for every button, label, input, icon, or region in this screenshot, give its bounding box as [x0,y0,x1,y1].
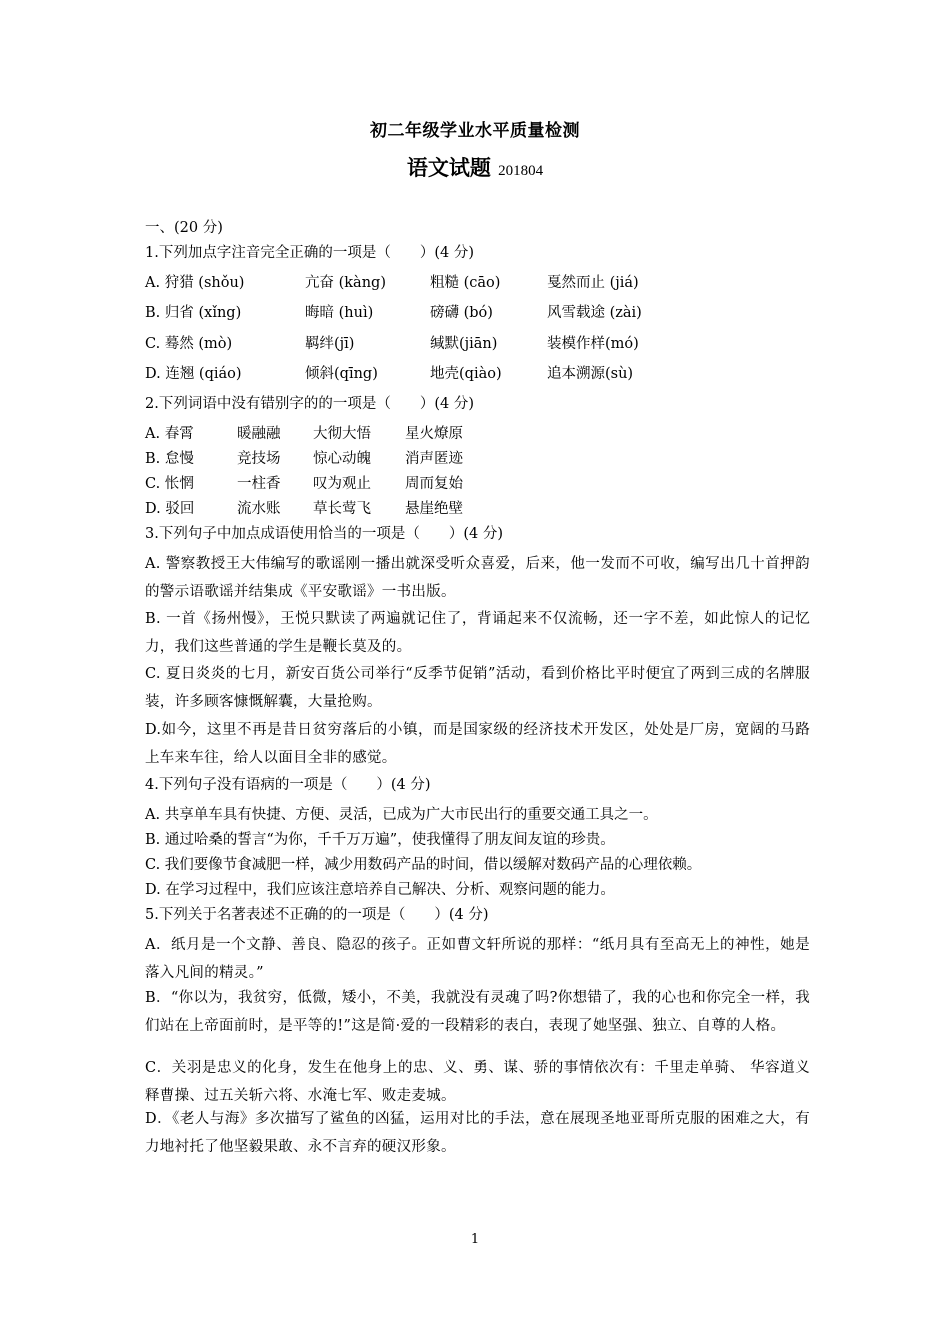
q1-c-4: 装模作样(mó) [547,336,639,352]
q1-c-1: C. 蓦然 (mò) [145,336,233,352]
q2-d-3: 草长莺飞 [313,501,371,517]
question-5-stem: 5.下列关于名著表述不正确的的一项是（ ）(4 分) [145,907,489,923]
question-4-stem: 4.下列句子没有语病的一项是（ ）(4 分) [145,777,431,793]
q1-d-2: 倾斜(qīng) [305,366,378,382]
q5-option-b: B．“你以为，我贫穷，低微，矮小，不美，我就没有灵魂了吗?你想错了，我的心也和你完全一样，我们站在上帝面前时，是平等的!”这是简·爱的一段精彩的表白，表现了她坚强、独立、自尊的人格。 [145,990,810,1034]
q4-option-c: C. 我们要像节食减肥一样，减少用数码产品的时间，借以缓解对数码产品的心理依赖。 [145,857,702,873]
q1-a-3: 粗糙 (cāo) [430,275,501,291]
q4-option-a: A. 共享单车具有快捷、方便、灵活，已成为广大市民出行的重要交通工具之一。 [145,807,658,823]
q2-a-1: A. 春霄 [145,426,194,442]
q5-option-d: D．《老人与海》多次描写了鲨鱼的凶猛，运用对比的手法，意在展现圣地亚哥所克服的困难之大，有力地衬托了他坚毅果敢、永不言弃的硬汉形象。 [145,1111,810,1155]
q2-a-4: 星火燎原 [405,426,463,442]
q2-c-4: 周而复始 [405,476,463,492]
q2-b-4: 消声匿迹 [405,451,463,467]
q2-d-1: D. 驳回 [145,501,195,517]
exam-title: 初二年级学业水平质量检测 [370,121,580,141]
question-2-stem: 2.下列词语中没有错别字的的一项是（ ）(4 分) [145,396,474,412]
section-label: 一、(20 分) [145,220,223,236]
q1-a-4: 戛然而止 (jiá) [547,275,639,291]
q3-option-b: B. 一首《扬州慢》，王悦只默读了两遍就记住了，背诵起来不仅流畅，还一字不差，如此惊人的记忆力，我们这些普通的学生是鞭长莫及的。 [145,611,810,655]
q1-a-2: 亢奋 (kàng) [305,275,386,291]
subject-name: 语文试题 [406,155,491,180]
q2-c-2: 一柱香 [237,476,281,492]
q5-option-a: A．纸月是一个文静、善良、隐忍的孩子。正如曹文轩所说的那样：“纸月具有至高无上的神性，她是落入凡间的精灵。” [145,937,810,981]
q1-b-3: 磅礴 (bó) [430,305,493,321]
q2-b-3: 惊心动魄 [313,451,371,467]
q1-b-1: B. 归省 (xǐng) [145,305,242,321]
q2-a-3: 大彻大悟 [313,426,371,442]
q1-d-1: D. 连翘 (qiáo) [145,366,242,382]
q4-option-d: D. 在学习过程中，我们应该注意培养自己解决、分析、观察问题的能力。 [145,882,615,898]
q2-d-4: 悬崖绝壁 [405,501,463,517]
q1-d-3: 地壳(qiào) [430,366,502,382]
q1-b-4: 风雪载途 (zài) [547,305,642,321]
q2-b-2: 竞技场 [237,451,281,467]
q1-a-1: A. 狩猎 (shǒu) [145,275,245,291]
q2-a-2: 暖融融 [237,426,281,442]
question-1-stem: 1.下列加点字注音完全正确的一项是（ ）(4 分) [145,245,474,261]
q2-c-1: C. 怅惘 [145,476,194,492]
page-number: 1 [470,1232,480,1247]
q2-c-3: 叹为观止 [313,476,371,492]
q1-d-4: 追本溯源(sù) [547,366,634,382]
q2-b-1: B. 怠慢 [145,451,194,467]
q1-c-3: 缄默(jiān) [430,336,498,352]
q3-option-d: D.如今，这里不再是昔日贫穷落后的小镇，而是国家级的经济技术开发区，处处是厂房，宽阔的马路上车来车往，给人以面目全非的感觉。 [145,722,810,766]
subject-title [0,152,950,182]
q1-c-2: 羁绊(jī) [305,336,355,352]
q5-option-c: C．关羽是忠义的化身，发生在他身上的忠、义、勇、谋、骄的事情依次有：千里走单骑、 华容道义释曹操、过五关斩六将、水淹七军、败走麦城。 [145,1060,810,1104]
exam-date: 201804 [498,163,544,179]
q3-option-a: A. 警察教授王大伟编写的歌谣刚一播出就深受听众喜爱，后来，他一发而不可收，编写出几十首押韵的警示语歌谣并结集成《平安歌谣》一书出版。 [145,556,810,600]
q1-b-2: 晦暗 (huì) [305,305,374,321]
q2-d-2: 流水账 [237,501,281,517]
q4-option-b: B. 通过哈桑的誓言“为你，千千万万遍”，使我懂得了朋友间友谊的珍贵。 [145,832,615,848]
question-3-stem: 3.下列句子中加点成语使用恰当的一项是（ ）(4 分) [145,526,503,542]
q3-option-c: C. 夏日炎炎的七月，新安百货公司举行“反季节促销”活动，看到价格比平时便宜了两到三成的名牌服装，许多顾客慷慨解囊，大量抢购。 [145,666,810,710]
